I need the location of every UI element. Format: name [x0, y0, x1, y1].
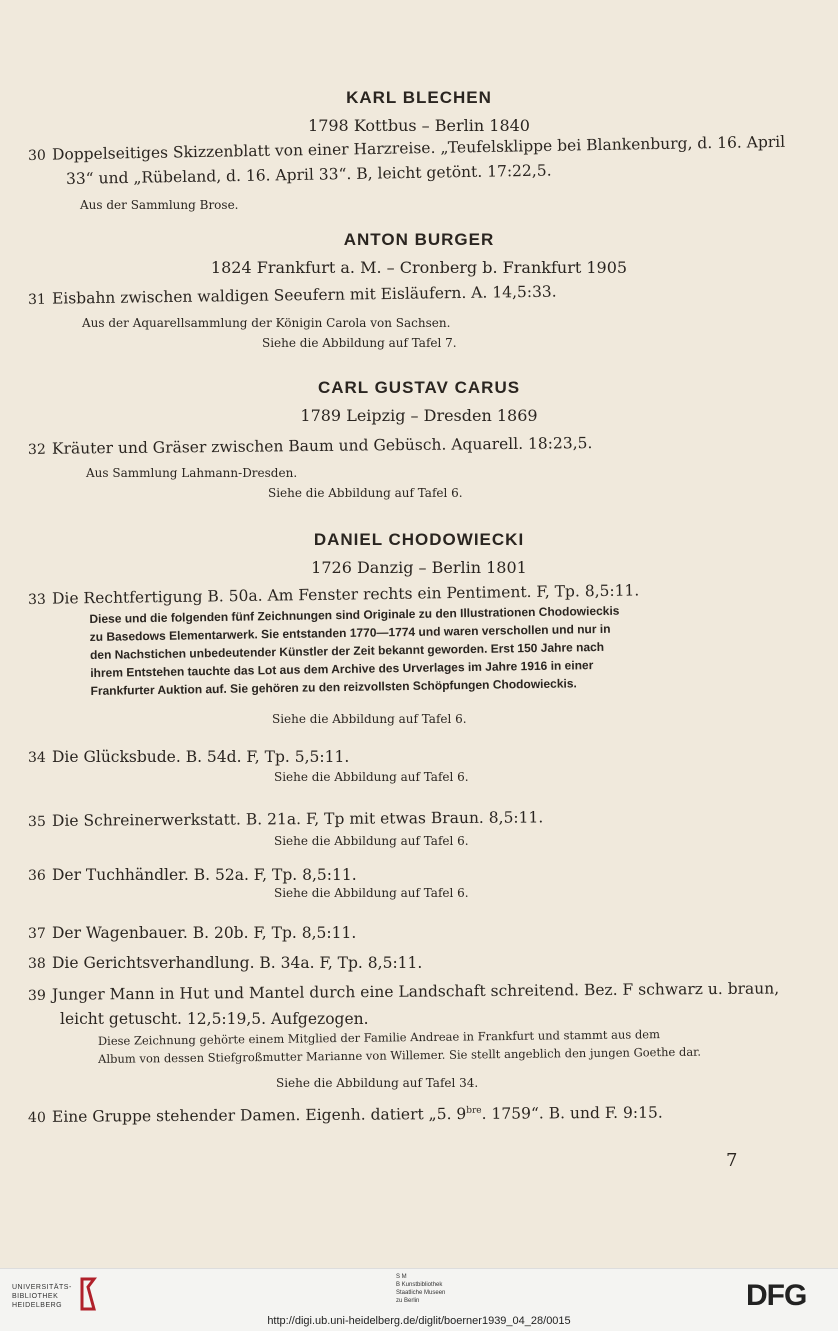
entry-number: 35 — [27, 813, 46, 830]
dfg-logo: DFG — [746, 1279, 807, 1312]
paragraph-line: Diese Zeichnung gehörte einem Mitglied der Familie Andreae in Frankfurt und stammt aus dem — [97, 1027, 661, 1049]
paragraph-line: Album von dessen Stiefgroßmutter Marianne von Willemer. Sie stellt angeblich den jungen Goethe dar. — [98, 1044, 702, 1066]
artist-lifedates: 1726 Danzig – Berlin 1801 — [311, 558, 527, 577]
entry-text-continued: 33“ und „Rübeland, d. 16. April 33“. B, leicht getönt. 17:22,5. — [65, 161, 552, 188]
artist-lifedates: 1824 Frankfurt a. M. – Cronberg b. Frankfurt 1905 — [210, 258, 628, 277]
plate-reference: Siehe die Abbildung auf Tafel 6. — [274, 886, 469, 900]
entry-text: Die Gerichtsverhandlung. B. 34a. F, Tp. 8,5:11. — [52, 954, 423, 972]
entry-text: Junger Mann in Hut und Mantel durch eine Landschaft schreitend. Bez. F schwarz u. braun, — [51, 979, 780, 1004]
catalog-entry — [28, 954, 422, 972]
label-line: S M — [396, 1274, 407, 1280]
entry-number: 36 — [28, 868, 46, 884]
entry-text: Der Wagenbauer. B. 20b. F, Tp. 8,5:11. — [52, 924, 357, 942]
catalog-entry — [28, 133, 785, 164]
entry-text: Kräuter und Gräser zwischen Baum und Gebüsch. Aquarell. 18:23,5. — [51, 434, 593, 458]
plate-reference: Siehe die Abbildung auf Tafel 6. — [274, 770, 469, 784]
entry-text: Die Glücksbude. B. 54d. F, Tp. 5,5:11. — [52, 748, 350, 766]
label-line: HEIDELBERG — [12, 1302, 63, 1309]
catalog-entry — [28, 1104, 663, 1126]
plate-reference: Siehe die Abbildung auf Tafel 34. — [276, 1076, 479, 1090]
entry-number: 31 — [27, 291, 46, 308]
university-library-label — [12, 1283, 72, 1310]
entry-text: Die Rechtfertigung B. 50a. Am Fenster rechts ein Pentiment. F, Tp. 8,5:11. — [51, 581, 640, 608]
entry-number: 30 — [27, 147, 46, 164]
label-line: Staatliche Museen — [396, 1290, 446, 1296]
catalog-entry — [28, 866, 357, 884]
entry-text: Die Schreinerwerkstatt. B. 21a. F, Tp mit etwas Braun. 8,5:11. — [51, 808, 544, 830]
museum-label — [396, 1273, 445, 1305]
artist-heading: ANTON BURGER — [343, 230, 495, 249]
catalog-entry — [28, 434, 593, 458]
artist-heading: CARL GUSTAV CARUS — [317, 378, 521, 397]
entry-text: Doppelseitiges Skizzenblatt von einer Harzreise. „Teufelsklippe bei Blankenburg, d. 16. April — [51, 132, 786, 164]
plate-reference: Siehe die Abbildung auf Tafel 6. — [272, 712, 467, 726]
university-logo-icon — [78, 1277, 98, 1311]
entry-number: 40 — [27, 1109, 46, 1126]
entry-text: Eine Gruppe stehender Damen. Eigenh. datiert „5. 9 — [51, 1104, 467, 1126]
plate-reference: Siehe die Abbildung auf Tafel 6. — [274, 834, 469, 848]
label-line: B Kunstbibliothek — [396, 1282, 443, 1288]
provenance-note: Aus der Aquarellsammlung der Königin Carola von Sachsen. — [82, 316, 451, 330]
paragraph-line: Frankfurter Auktion auf. Sie gehören zu den reizvollsten Schöpfungen Chodowieckis. — [90, 676, 577, 698]
label-line: BIBLIOTHEK — [12, 1293, 59, 1300]
entry-number: 32 — [27, 441, 46, 458]
provenance-note: Aus der Sammlung Brose. — [80, 198, 239, 212]
paragraph-line: Diese und die folgenden fünf Zeichnungen sind Originale zu den Illustrationen Chodowieckis — [89, 603, 620, 627]
entry-number: 37 — [28, 926, 46, 942]
description-paragraph — [98, 1024, 738, 1068]
entry-text: . 1759“. B. und F. 9:15. — [481, 1103, 663, 1123]
catalog-entry — [28, 808, 543, 830]
entry-number: 34 — [28, 750, 46, 766]
paragraph-line: den Nachstichen unbedeutender Künstler der Zeit bekannt geworden. Erst 150 Jahre nach — [89, 639, 605, 662]
plate-reference: Siehe die Abbildung auf Tafel 6. — [268, 486, 463, 500]
entry-text-continued: leicht getuscht. 12,5:19,5. Aufgezogen. — [60, 1010, 369, 1028]
paragraph-line: ihrem Entstehen tauchte das Lot aus dem Archive des Urverlages im Jahre 1916 in einer — [90, 658, 594, 680]
artist-lifedates: 1798 Kottbus – Berlin 1840 — [308, 116, 530, 135]
catalog-entry — [28, 283, 557, 308]
source-url-link[interactable]: http://digi.ub.uni-heidelberg.de/diglit/boerner1939_04_28/0015 — [267, 1315, 571, 1327]
superscript: bre — [466, 1105, 482, 1116]
catalog-entry — [28, 924, 356, 942]
paragraph-line: zu Basedows Elementarwerk. Sie entstanden 1770—1774 und waren verschollen und nur in — [89, 621, 611, 645]
entry-number: 33 — [27, 591, 46, 608]
catalog-entry — [28, 748, 349, 766]
entry-number: 38 — [28, 956, 46, 972]
footer-bar — [0, 1268, 838, 1331]
description-paragraph — [89, 600, 730, 700]
artist-heading: KARL BLECHEN — [346, 88, 492, 107]
entry-number: 39 — [27, 987, 46, 1004]
label-line: UNIVERSITÄTS- — [12, 1284, 72, 1291]
artist-heading: DANIEL CHODOWIECKI — [313, 530, 525, 549]
catalog-entry — [28, 979, 779, 1004]
entry-text: Eisbahn zwischen waldigen Seeufern mit Eisläufern. A. 14,5:33. — [51, 282, 557, 308]
label-line: zu Berlin — [396, 1298, 420, 1304]
artist-lifedates: 1789 Leipzig – Dresden 1869 — [300, 406, 538, 425]
entry-text: Der Tuchhändler. B. 52a. F, Tp. 8,5:11. — [52, 866, 357, 884]
provenance-note: Aus Sammlung Lahmann-Dresden. — [86, 466, 298, 480]
plate-reference: Siehe die Abbildung auf Tafel 7. — [262, 336, 457, 350]
page-number: 7 — [726, 1150, 738, 1171]
